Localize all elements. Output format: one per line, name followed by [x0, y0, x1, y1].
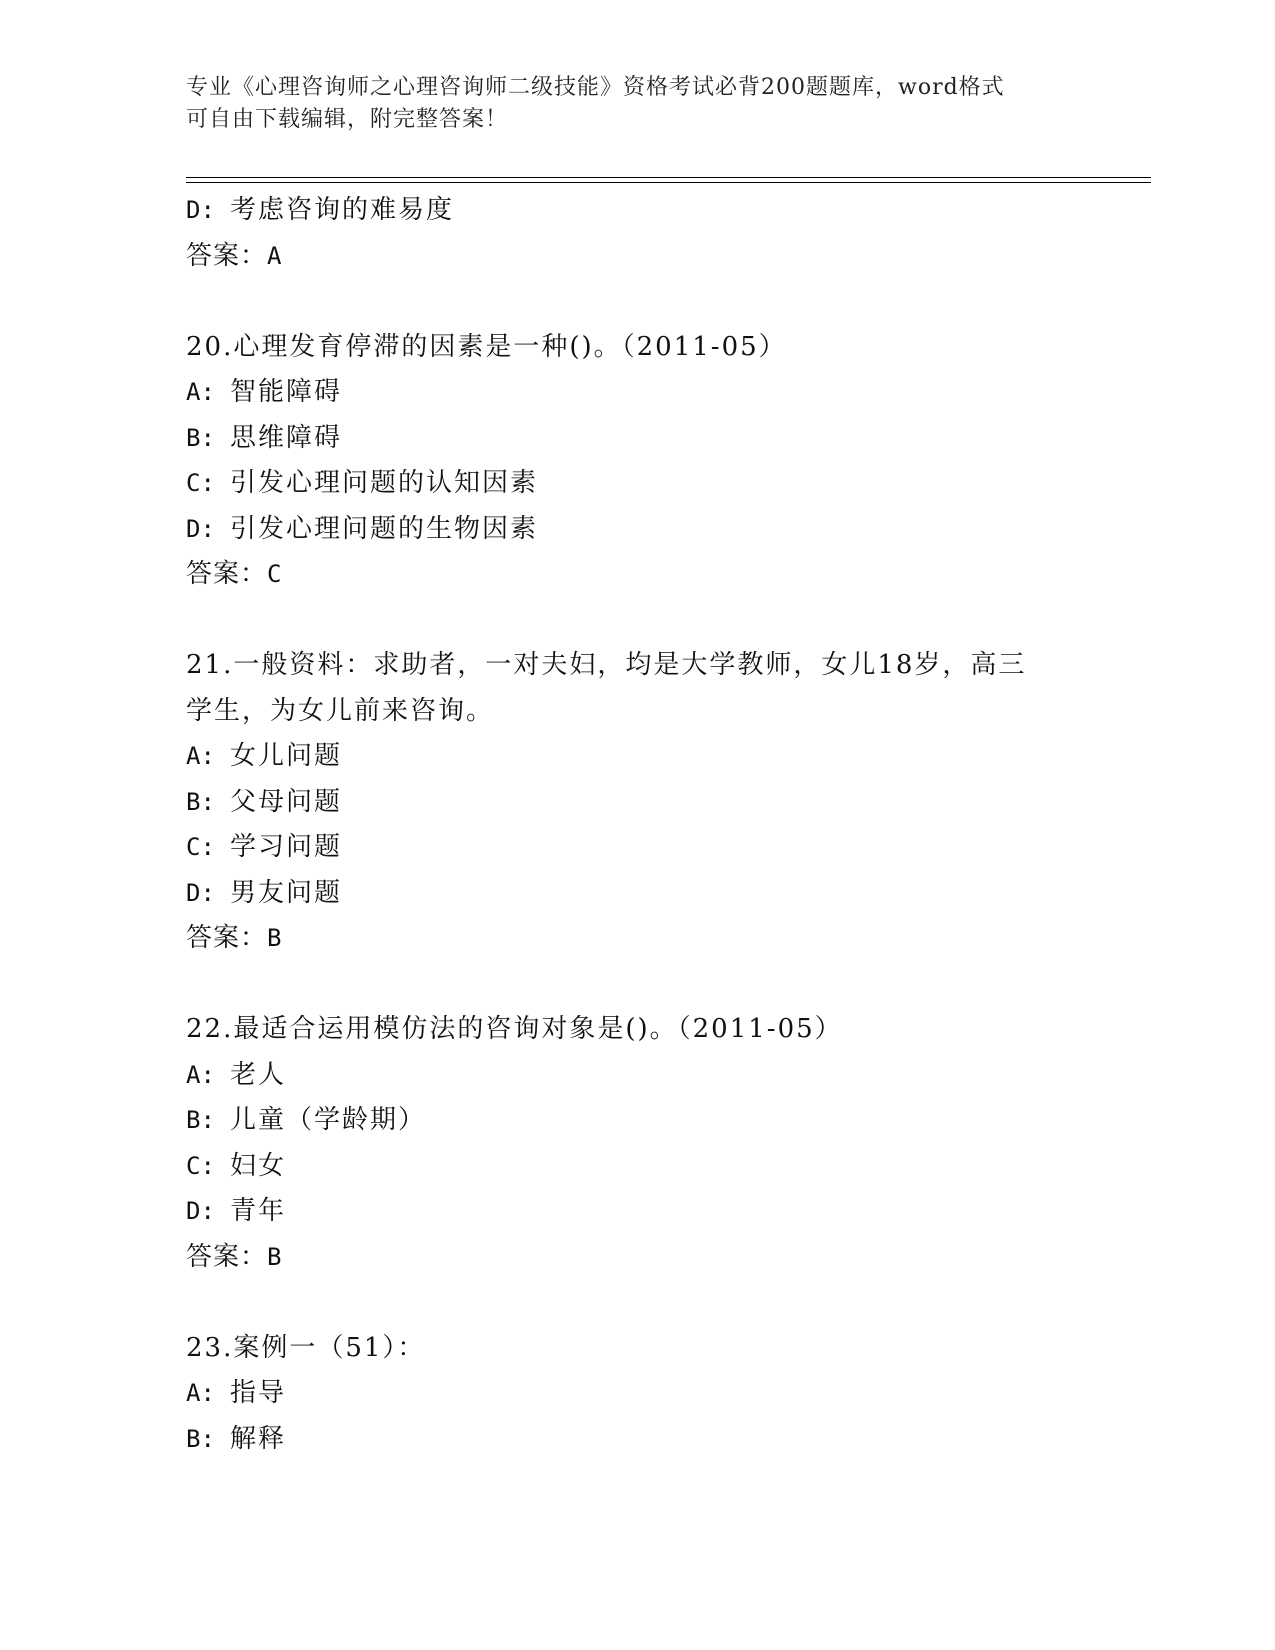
q20-option-b: B: 思维障碍 [186, 422, 343, 453]
q22-option-a: A: 老人 [186, 1059, 287, 1090]
header-rule-top [186, 177, 1151, 178]
q21-option-a: A: 女儿问题 [186, 741, 343, 771]
q21-option-c: C: 学习问题 [186, 832, 343, 862]
prev-answer: 答案：A [186, 240, 283, 271]
document-header [186, 72, 1086, 136]
q21-stem-line-1: 21.一般资料：求助者，一对夫妇，均是大学教师，女儿18岁，高三 [186, 650, 1027, 680]
q23-option-a: A: 指导 [186, 1378, 287, 1408]
q22-answer: 答案：B [186, 1241, 283, 1272]
q22-option-b: B: 儿童（学龄期） [186, 1105, 427, 1135]
q22-stem: 22.最适合运用模仿法的咨询对象是()。（2011-05） [186, 1014, 843, 1044]
prev-option-d: D: 考虑咨询的难易度 [186, 195, 455, 225]
q20-option-a: A: 智能障碍 [186, 377, 343, 407]
q21-answer: 答案：B [186, 923, 283, 953]
q22-option-d: D: 青年 [186, 1196, 287, 1226]
q20-stem: 20.心理发育停滞的因素是一种()。（2011-05） [186, 331, 787, 362]
q21-option-b: B: 父母问题 [186, 786, 343, 817]
q20-answer: 答案：C [186, 559, 283, 589]
q21-stem-line-2: 学生，为女儿前来咨询。 [186, 695, 495, 726]
q20-option-d: D: 引发心理问题的生物因素 [186, 513, 539, 544]
q23-option-b: B: 解释 [186, 1423, 287, 1454]
q20-option-c: C: 引发心理问题的认知因素 [186, 468, 539, 498]
header-rule-bottom [186, 182, 1151, 183]
header-line-1: 专业《心理咨询师之心理咨询师二级技能》资格考试必背200题题库，word格式 [186, 75, 1005, 100]
header-line-2: 可自由下载编辑，附完整答案！ [186, 107, 509, 132]
document-body [186, 188, 1146, 1462]
q23-stem: 23.案例一（51）： [186, 1332, 426, 1363]
q22-option-c: C: 妇女 [186, 1150, 287, 1181]
q21-option-d: D: 男友问题 [186, 877, 343, 908]
